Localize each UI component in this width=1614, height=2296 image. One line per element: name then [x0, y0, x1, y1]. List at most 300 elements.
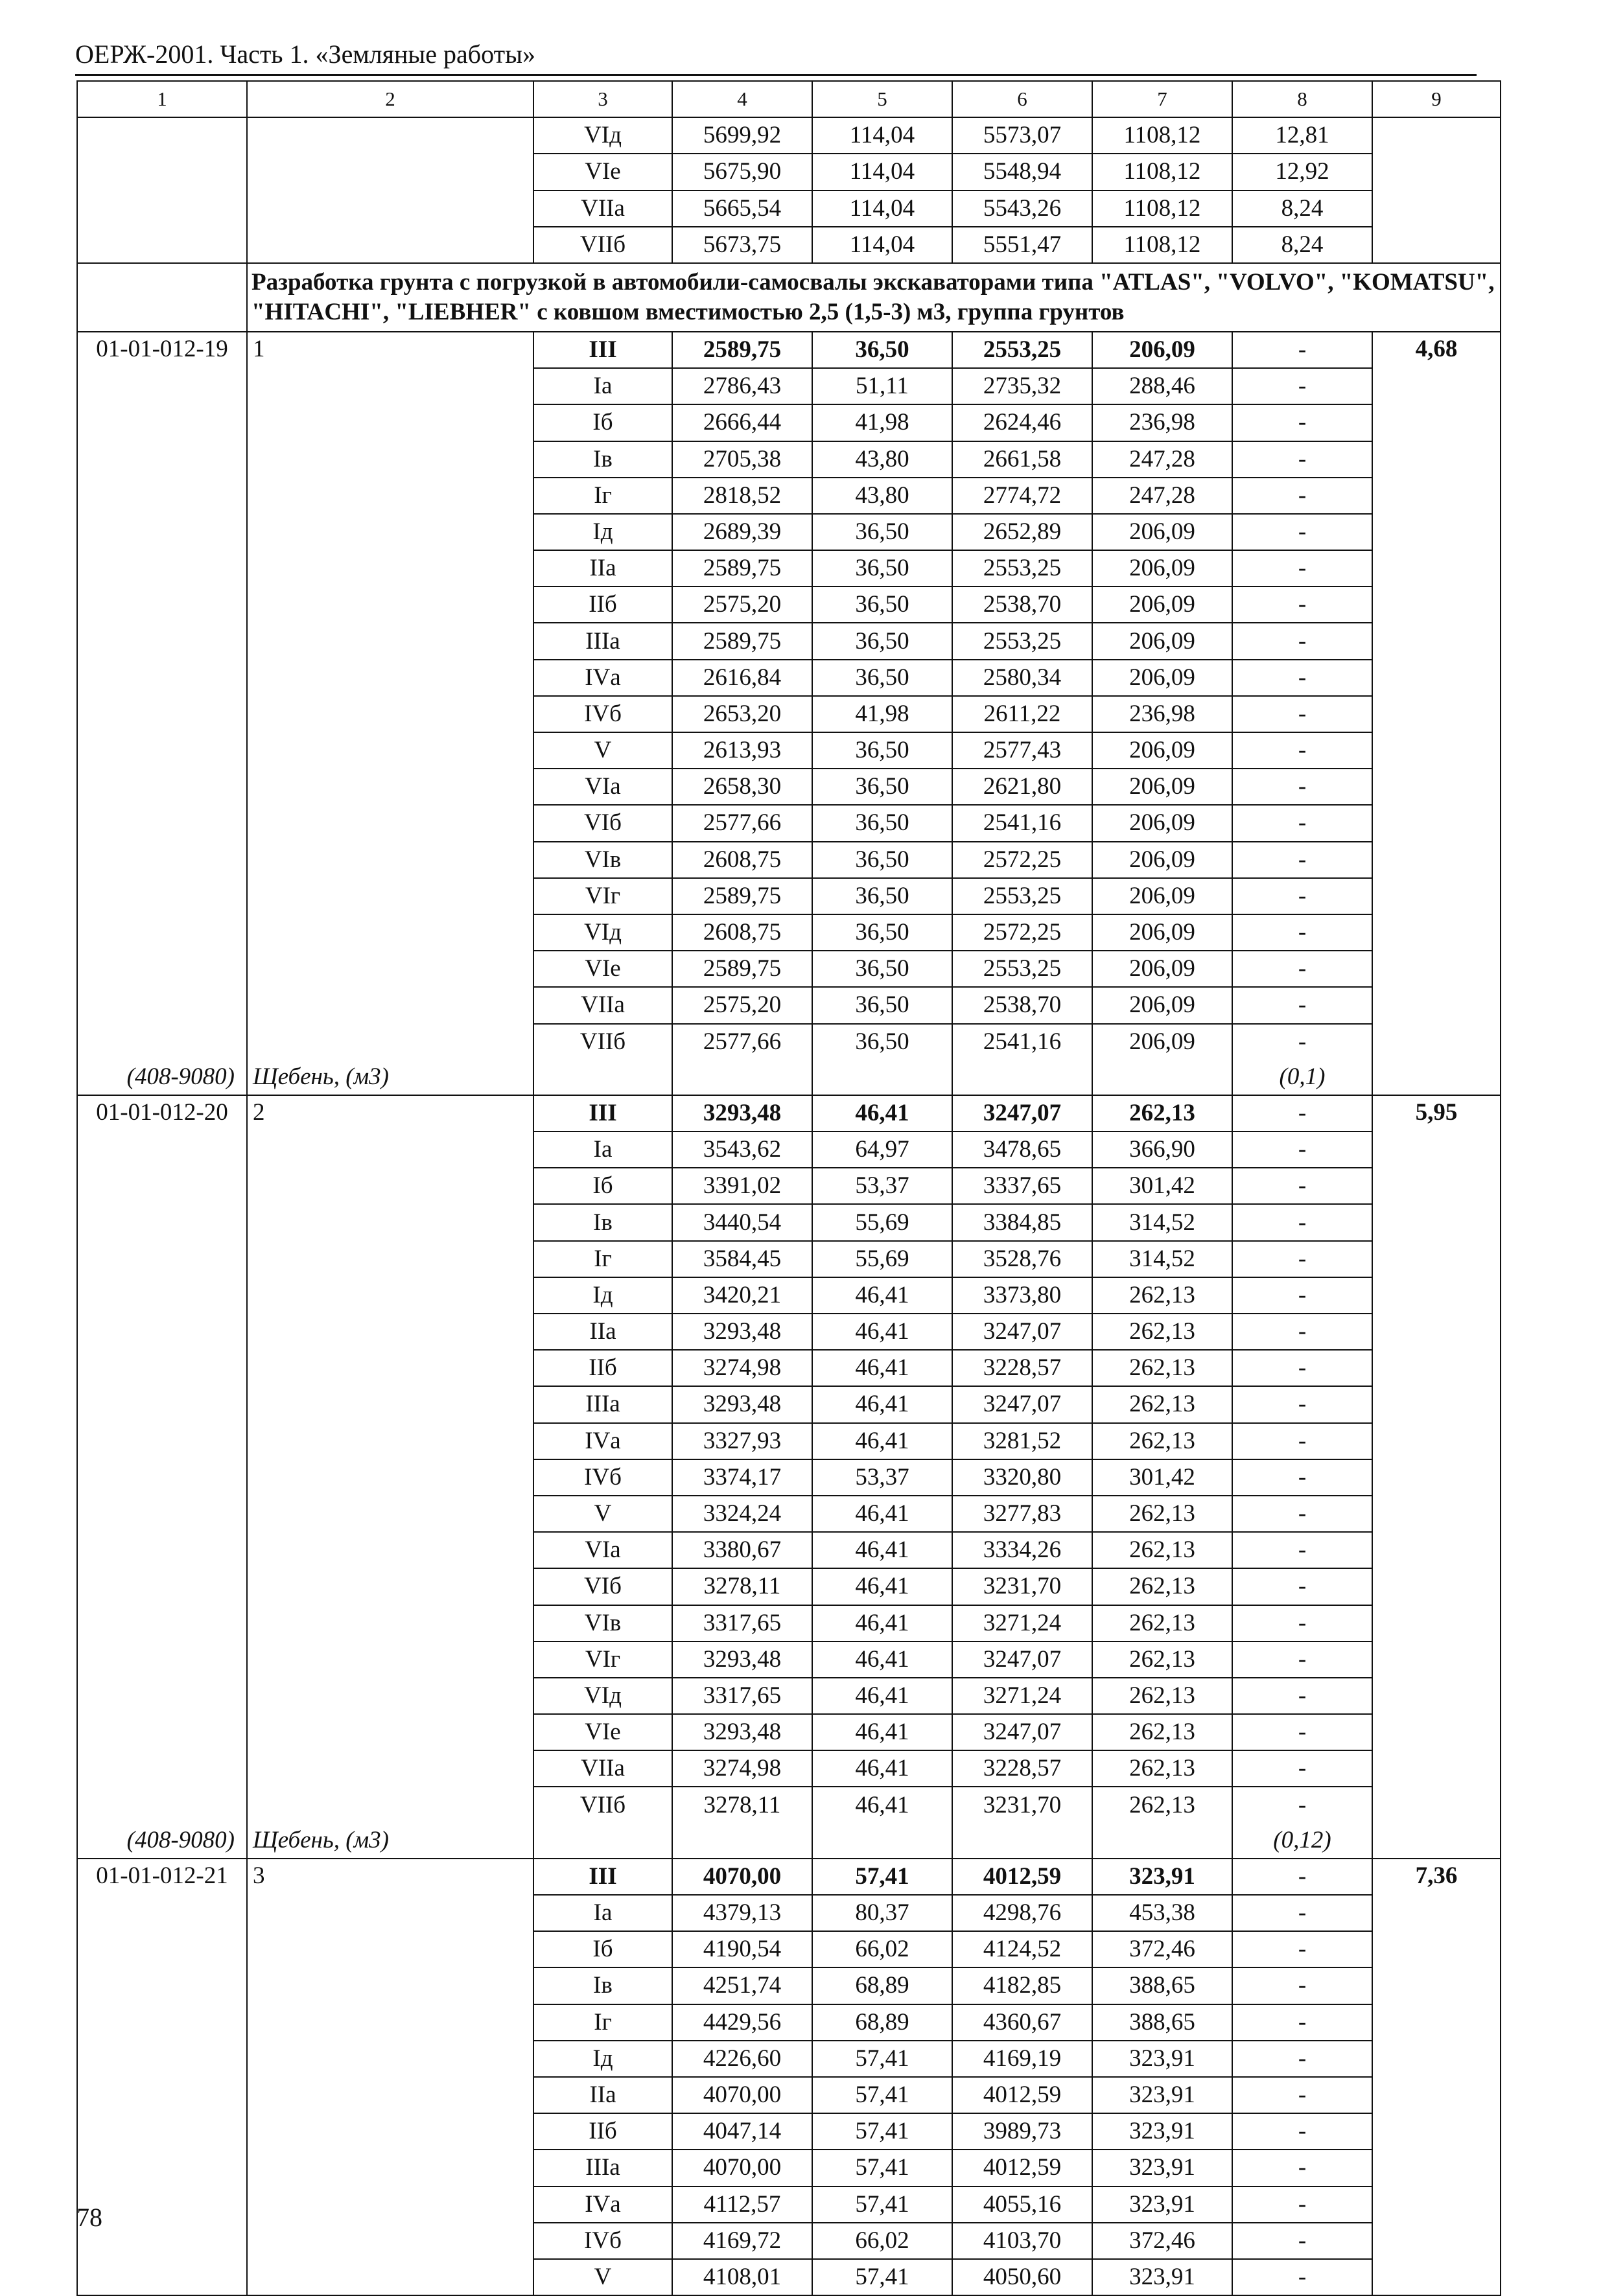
empty-cell	[533, 1060, 672, 1095]
wages-cell: 46,41	[812, 1386, 952, 1422]
direct-cost-cell: 3317,65	[672, 1678, 812, 1714]
operator-wages-cell: 388,65	[1092, 2004, 1232, 2041]
machines-cell: 3247,07	[952, 1714, 1092, 1750]
wages-cell: 46,41	[812, 1423, 952, 1459]
machines-cell: 2553,25	[952, 623, 1092, 659]
materials-cell: 8,24	[1232, 191, 1372, 227]
direct-cost-cell: 2577,66	[672, 1024, 812, 1060]
machines-cell: 2621,80	[952, 769, 1092, 805]
materials-cell: 12,92	[1232, 154, 1372, 190]
operator-wages-cell: 323,91	[1092, 2041, 1232, 2077]
machines-cell: 4012,59	[952, 2150, 1092, 2186]
wages-cell: 36,50	[812, 514, 952, 550]
machines-cell: 2652,89	[952, 514, 1092, 550]
material-consumption-cell: (0,1)	[1232, 1060, 1372, 1095]
soil-group-cell: VIд	[533, 914, 672, 951]
operator-wages-cell: 288,46	[1092, 368, 1232, 404]
operator-wages-cell: 206,09	[1092, 732, 1232, 769]
soil-group-cell: III	[533, 1095, 672, 1131]
materials-cell: -	[1232, 660, 1372, 696]
material-code-cell: (408-9080)	[77, 1060, 247, 1095]
soil-group-cell: Iг	[533, 1241, 672, 1277]
wages-cell: 46,41	[812, 1714, 952, 1750]
material-footer-row	[77, 1060, 1501, 1095]
operator-wages-cell: 206,09	[1092, 805, 1232, 841]
direct-cost-cell: 4226,60	[672, 2041, 812, 2077]
soil-group-cell: VIIб	[533, 1024, 672, 1060]
soil-group-cell: VIв	[533, 1605, 672, 1641]
materials-cell: -	[1232, 2077, 1372, 2113]
materials-cell: -	[1232, 2186, 1372, 2223]
rate-row	[77, 1859, 1501, 1895]
direct-cost-cell: 2705,38	[672, 441, 812, 478]
soil-group-cell: Iв	[533, 1204, 672, 1240]
soil-group-cell: IIб	[533, 586, 672, 623]
materials-cell: 12,81	[1232, 117, 1372, 154]
materials-cell: -	[1232, 2113, 1372, 2150]
direct-cost-cell: 2589,75	[672, 623, 812, 659]
operator-wages-cell: 262,13	[1092, 1496, 1232, 1532]
soil-group-cell: VIб	[533, 805, 672, 841]
mass-cell: 5,95	[1372, 1095, 1501, 1823]
wages-cell: 46,41	[812, 1605, 952, 1641]
wages-cell: 66,02	[812, 2223, 952, 2259]
machines-cell: 3247,07	[952, 1314, 1092, 1350]
materials-cell: -	[1232, 441, 1372, 478]
materials-cell: -	[1232, 1459, 1372, 1496]
wages-cell: 36,50	[812, 769, 952, 805]
machines-cell: 2624,46	[952, 404, 1092, 441]
wages-cell: 57,41	[812, 1859, 952, 1895]
materials-cell: -	[1232, 1277, 1372, 1314]
operator-wages-cell: 323,91	[1092, 1859, 1232, 1895]
soil-group-cell: VIIб	[533, 1787, 672, 1822]
material-consumption-cell: (0,12)	[1232, 1823, 1372, 1859]
materials-cell: -	[1232, 1750, 1372, 1787]
materials-cell: -	[1232, 1350, 1372, 1386]
direct-cost-cell: 2653,20	[672, 696, 812, 732]
materials-cell: -	[1232, 1931, 1372, 1967]
soil-group-cell: VIа	[533, 1532, 672, 1568]
material-code-cell: (408-9080)	[77, 1823, 247, 1859]
operator-wages-cell: 262,13	[1092, 1386, 1232, 1422]
direct-cost-cell: 4169,72	[672, 2223, 812, 2259]
direct-cost-cell: 4112,57	[672, 2186, 812, 2223]
material-name-cell: Щебень, (м3)	[247, 1060, 533, 1095]
materials-cell: -	[1232, 550, 1372, 586]
machines-cell: 3228,57	[952, 1750, 1092, 1787]
operator-wages-cell: 262,13	[1092, 1714, 1232, 1750]
machines-cell: 2611,22	[952, 696, 1092, 732]
materials-cell: -	[1232, 1095, 1372, 1131]
soil-group-cell: III	[533, 1859, 672, 1895]
soil-group-cell: IVа	[533, 1423, 672, 1459]
operator-wages-cell: 262,13	[1092, 1568, 1232, 1605]
soil-group-cell: IVб	[533, 2223, 672, 2259]
materials-cell: -	[1232, 732, 1372, 769]
empty-cell	[1092, 1060, 1232, 1095]
direct-cost-cell: 4070,00	[672, 1859, 812, 1895]
machines-cell: 3247,07	[952, 1095, 1092, 1131]
direct-cost-cell: 3293,48	[672, 1641, 812, 1678]
direct-cost-cell: 2613,93	[672, 732, 812, 769]
section-header-row	[77, 263, 1501, 332]
materials-cell: -	[1232, 1605, 1372, 1641]
soil-group-cell: VIIб	[533, 227, 672, 263]
wages-cell: 51,11	[812, 368, 952, 404]
rate-code-cell: 01-01-012-21	[77, 1859, 247, 2295]
column-number-cell: 1	[77, 81, 247, 117]
machines-cell: 4103,70	[952, 2223, 1092, 2259]
wages-cell: 36,50	[812, 660, 952, 696]
machines-cell: 4124,52	[952, 1931, 1092, 1967]
direct-cost-cell: 5673,75	[672, 227, 812, 263]
materials-cell: -	[1232, 914, 1372, 951]
materials-cell: -	[1232, 2259, 1372, 2295]
wages-cell: 53,37	[812, 1459, 952, 1496]
column-number-cell: 2	[247, 81, 533, 117]
soil-group-cell: VIб	[533, 1568, 672, 1605]
operator-wages-cell: 262,13	[1092, 1277, 1232, 1314]
operator-wages-cell: 323,91	[1092, 2259, 1232, 2295]
materials-cell: -	[1232, 478, 1372, 514]
materials-cell: -	[1232, 951, 1372, 987]
wages-cell: 36,50	[812, 586, 952, 623]
wages-cell: 55,69	[812, 1204, 952, 1240]
wages-cell: 43,80	[812, 478, 952, 514]
machines-cell: 5543,26	[952, 191, 1092, 227]
materials-cell: -	[1232, 332, 1372, 368]
soil-group-cell: IIб	[533, 2113, 672, 2150]
wages-cell: 114,04	[812, 117, 952, 154]
direct-cost-cell: 3324,24	[672, 1496, 812, 1532]
machines-cell: 2541,16	[952, 805, 1092, 841]
soil-group-cell: Iг	[533, 2004, 672, 2041]
direct-cost-cell: 2577,66	[672, 805, 812, 841]
operator-wages-cell: 262,13	[1092, 1605, 1232, 1641]
wages-cell: 41,98	[812, 404, 952, 441]
operator-wages-cell: 1108,12	[1092, 191, 1232, 227]
table-body	[77, 81, 1501, 2295]
operator-wages-cell: 206,09	[1092, 842, 1232, 878]
direct-cost-cell: 5699,92	[672, 117, 812, 154]
soil-group-cell: VIIа	[533, 987, 672, 1023]
soil-group-cell: IVб	[533, 1459, 672, 1496]
wages-cell: 46,41	[812, 1350, 952, 1386]
materials-cell: -	[1232, 696, 1372, 732]
machines-cell: 4012,59	[952, 2077, 1092, 2113]
column-number-cell: 5	[812, 81, 952, 117]
direct-cost-cell: 2689,39	[672, 514, 812, 550]
machines-cell: 2572,25	[952, 914, 1092, 951]
machines-cell: 3281,52	[952, 1423, 1092, 1459]
wages-cell: 55,69	[812, 1241, 952, 1277]
machines-cell: 3528,76	[952, 1241, 1092, 1277]
machines-cell: 2735,32	[952, 368, 1092, 404]
direct-cost-cell: 5675,90	[672, 154, 812, 190]
machines-cell: 3989,73	[952, 2113, 1092, 2150]
soil-group-cell: V	[533, 2259, 672, 2295]
operator-wages-cell: 206,09	[1092, 951, 1232, 987]
operator-wages-cell: 236,98	[1092, 404, 1232, 441]
direct-cost-cell: 3293,48	[672, 1314, 812, 1350]
operator-wages-cell: 301,42	[1092, 1168, 1232, 1204]
rate-object-cell: 1	[247, 332, 533, 1060]
operator-wages-cell: 206,09	[1092, 1024, 1232, 1060]
mass-cell: 4,68	[1372, 332, 1501, 1060]
wages-cell: 57,41	[812, 2150, 952, 2186]
rate-object-cell: 2	[247, 1095, 533, 1823]
machines-cell: 4169,19	[952, 2041, 1092, 2077]
rates-table	[76, 80, 1501, 2296]
direct-cost-cell: 3327,93	[672, 1423, 812, 1459]
machines-cell: 3228,57	[952, 1350, 1092, 1386]
operator-wages-cell: 314,52	[1092, 1241, 1232, 1277]
operator-wages-cell: 1108,12	[1092, 154, 1232, 190]
column-number-cell: 7	[1092, 81, 1232, 117]
wages-cell: 36,50	[812, 332, 952, 368]
wages-cell: 46,41	[812, 1277, 952, 1314]
materials-cell: -	[1232, 1423, 1372, 1459]
wages-cell: 68,89	[812, 2004, 952, 2041]
materials-cell: -	[1232, 1678, 1372, 1714]
wages-cell: 46,41	[812, 1532, 952, 1568]
operator-wages-cell: 206,09	[1092, 514, 1232, 550]
empty-cell	[1092, 1823, 1232, 1859]
machines-cell: 4182,85	[952, 1967, 1092, 2004]
direct-cost-cell: 4190,54	[672, 1931, 812, 1967]
machines-cell: 2538,70	[952, 586, 1092, 623]
machines-cell: 3373,80	[952, 1277, 1092, 1314]
machines-cell: 2577,43	[952, 732, 1092, 769]
materials-cell: -	[1232, 1496, 1372, 1532]
materials-cell: -	[1232, 2223, 1372, 2259]
operator-wages-cell: 366,90	[1092, 1131, 1232, 1168]
direct-cost-cell: 3278,11	[672, 1568, 812, 1605]
soil-group-cell: Iд	[533, 514, 672, 550]
operator-wages-cell: 247,28	[1092, 441, 1232, 478]
code-cell	[77, 117, 247, 263]
materials-cell: -	[1232, 2150, 1372, 2186]
materials-cell: -	[1232, 769, 1372, 805]
direct-cost-cell: 4070,00	[672, 2150, 812, 2186]
machines-cell: 2774,72	[952, 478, 1092, 514]
wages-cell: 43,80	[812, 441, 952, 478]
materials-cell: -	[1232, 1204, 1372, 1240]
soil-group-cell: VIг	[533, 878, 672, 914]
wages-cell: 114,04	[812, 227, 952, 263]
direct-cost-cell: 3274,98	[672, 1350, 812, 1386]
machines-cell: 2580,34	[952, 660, 1092, 696]
machines-cell: 3277,83	[952, 1496, 1092, 1532]
empty-cell	[1372, 1060, 1501, 1095]
direct-cost-cell: 2589,75	[672, 550, 812, 586]
operator-wages-cell: 1108,12	[1092, 227, 1232, 263]
soil-group-cell: IVа	[533, 660, 672, 696]
machines-cell: 3478,65	[952, 1131, 1092, 1168]
machines-cell: 3334,26	[952, 1532, 1092, 1568]
object-cell	[247, 117, 533, 263]
direct-cost-cell: 3274,98	[672, 1750, 812, 1787]
soil-group-cell: VIд	[533, 1678, 672, 1714]
soil-group-cell: Iг	[533, 478, 672, 514]
rate-code-cell: 01-01-012-19	[77, 332, 247, 1060]
materials-cell: -	[1232, 878, 1372, 914]
soil-group-cell: Iб	[533, 1168, 672, 1204]
machines-cell: 5573,07	[952, 117, 1092, 154]
machines-cell: 3271,24	[952, 1678, 1092, 1714]
direct-cost-cell: 4379,13	[672, 1895, 812, 1931]
direct-cost-cell: 2608,75	[672, 914, 812, 951]
mass-cell: 7,36	[1372, 1859, 1501, 2295]
operator-wages-cell: 206,09	[1092, 769, 1232, 805]
empty-cell	[533, 1823, 672, 1859]
soil-group-cell: Iа	[533, 1895, 672, 1931]
materials-cell: -	[1232, 1641, 1372, 1678]
direct-cost-cell: 2575,20	[672, 987, 812, 1023]
section-title: Разработка грунта с погрузкой в автомобили-самосвалы экскаваторами типа "ATLAS", "VOLVO", "KOMATSU", "HITACHI", "LIEBHER" с ковшом вместимостью 2,5 (1,5-3) м3, группа грунтов	[247, 263, 1501, 332]
direct-cost-cell: 2818,52	[672, 478, 812, 514]
operator-wages-cell: 206,09	[1092, 332, 1232, 368]
empty-cell	[812, 1823, 952, 1859]
wages-cell: 57,41	[812, 2259, 952, 2295]
wages-cell: 36,50	[812, 987, 952, 1023]
machines-cell: 4360,67	[952, 2004, 1092, 2041]
wages-cell: 36,50	[812, 914, 952, 951]
materials-cell: -	[1232, 1241, 1372, 1277]
direct-cost-cell: 2658,30	[672, 769, 812, 805]
wages-cell: 46,41	[812, 1678, 952, 1714]
soil-group-cell: Iв	[533, 441, 672, 478]
operator-wages-cell: 262,13	[1092, 1641, 1232, 1678]
machines-cell: 3337,65	[952, 1168, 1092, 1204]
direct-cost-cell: 2589,75	[672, 332, 812, 368]
direct-cost-cell: 3374,17	[672, 1459, 812, 1496]
wages-cell: 57,41	[812, 2041, 952, 2077]
machines-cell: 2541,16	[952, 1024, 1092, 1060]
operator-wages-cell: 262,13	[1092, 1787, 1232, 1822]
direct-cost-cell: 3278,11	[672, 1787, 812, 1822]
soil-group-cell: Iб	[533, 1931, 672, 1967]
machines-cell: 2538,70	[952, 987, 1092, 1023]
direct-cost-cell: 5665,54	[672, 191, 812, 227]
direct-cost-cell: 3293,48	[672, 1714, 812, 1750]
wages-cell: 36,50	[812, 842, 952, 878]
operator-wages-cell: 236,98	[1092, 696, 1232, 732]
operator-wages-cell: 301,42	[1092, 1459, 1232, 1496]
wages-cell: 46,41	[812, 1095, 952, 1131]
direct-cost-cell: 3293,48	[672, 1386, 812, 1422]
wages-cell: 57,41	[812, 2077, 952, 2113]
page-header: ОЕРЖ-2001. Часть 1. «Земляные работы»	[75, 40, 535, 69]
wages-cell: 36,50	[812, 732, 952, 769]
wages-cell: 46,41	[812, 1314, 952, 1350]
operator-wages-cell: 314,52	[1092, 1204, 1232, 1240]
direct-cost-cell: 2786,43	[672, 368, 812, 404]
operator-wages-cell: 206,09	[1092, 586, 1232, 623]
operator-wages-cell: 323,91	[1092, 2150, 1232, 2186]
wages-cell: 114,04	[812, 154, 952, 190]
soil-group-cell: Iд	[533, 2041, 672, 2077]
soil-group-cell: V	[533, 1496, 672, 1532]
direct-cost-cell: 3584,45	[672, 1241, 812, 1277]
wages-cell: 64,97	[812, 1131, 952, 1168]
operator-wages-cell: 206,09	[1092, 914, 1232, 951]
column-number-cell: 6	[952, 81, 1092, 117]
mass-cell	[1372, 117, 1501, 263]
direct-cost-cell: 3440,54	[672, 1204, 812, 1240]
wages-cell: 41,98	[812, 696, 952, 732]
rate-code-cell: 01-01-012-20	[77, 1095, 247, 1823]
empty-cell	[952, 1060, 1092, 1095]
wages-cell: 36,50	[812, 550, 952, 586]
direct-cost-cell: 4070,00	[672, 2077, 812, 2113]
soil-group-cell: IIа	[533, 2077, 672, 2113]
empty-cell	[952, 1823, 1092, 1859]
soil-group-cell: IIа	[533, 1314, 672, 1350]
machines-cell: 3384,85	[952, 1204, 1092, 1240]
column-number-cell: 3	[533, 81, 672, 117]
direct-cost-cell: 3380,67	[672, 1532, 812, 1568]
direct-cost-cell: 3317,65	[672, 1605, 812, 1641]
rate-object-cell: 3	[247, 1859, 533, 2295]
materials-cell: -	[1232, 2004, 1372, 2041]
operator-wages-cell: 262,13	[1092, 1532, 1232, 1568]
operator-wages-cell: 323,91	[1092, 2113, 1232, 2150]
machines-cell: 4012,59	[952, 1859, 1092, 1895]
wages-cell: 36,50	[812, 805, 952, 841]
direct-cost-cell: 2589,75	[672, 951, 812, 987]
wages-cell: 53,37	[812, 1168, 952, 1204]
soil-group-cell: VIа	[533, 769, 672, 805]
soil-group-cell: VIIа	[533, 1750, 672, 1787]
materials-cell: -	[1232, 1859, 1372, 1895]
machines-cell: 5551,47	[952, 227, 1092, 263]
machines-cell: 2661,58	[952, 441, 1092, 478]
machines-cell: 2553,25	[952, 951, 1092, 987]
operator-wages-cell: 372,46	[1092, 2223, 1232, 2259]
direct-cost-cell: 2608,75	[672, 842, 812, 878]
direct-cost-cell: 4108,01	[672, 2259, 812, 2295]
direct-cost-cell: 2575,20	[672, 586, 812, 623]
machines-cell: 3231,70	[952, 1787, 1092, 1822]
operator-wages-cell: 206,09	[1092, 987, 1232, 1023]
materials-cell: 8,24	[1232, 227, 1372, 263]
materials-cell: -	[1232, 1168, 1372, 1204]
empty-cell	[812, 1060, 952, 1095]
soil-group-cell: VIв	[533, 842, 672, 878]
direct-cost-cell: 4429,56	[672, 2004, 812, 2041]
machines-cell: 2553,25	[952, 550, 1092, 586]
operator-wages-cell: 262,13	[1092, 1314, 1232, 1350]
column-number-cell: 9	[1372, 81, 1501, 117]
direct-cost-cell: 4047,14	[672, 2113, 812, 2150]
wages-cell: 80,37	[812, 1895, 952, 1931]
materials-cell: -	[1232, 586, 1372, 623]
soil-group-cell: IIб	[533, 1350, 672, 1386]
operator-wages-cell: 372,46	[1092, 1931, 1232, 1967]
soil-group-cell: VIе	[533, 1714, 672, 1750]
wages-cell: 57,41	[812, 2113, 952, 2150]
soil-group-cell: VIIа	[533, 191, 672, 227]
wages-cell: 57,41	[812, 2186, 952, 2223]
soil-group-cell: Iд	[533, 1277, 672, 1314]
operator-wages-cell: 262,13	[1092, 1678, 1232, 1714]
direct-cost-cell: 2589,75	[672, 878, 812, 914]
materials-cell: -	[1232, 2041, 1372, 2077]
materials-cell: -	[1232, 1532, 1372, 1568]
operator-wages-cell: 206,09	[1092, 660, 1232, 696]
